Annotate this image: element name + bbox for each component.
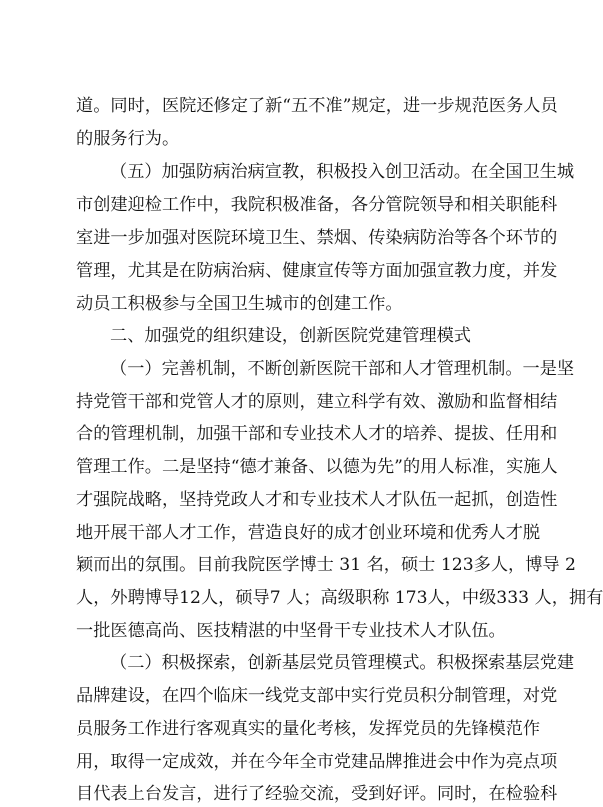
text-line: 用，取得一定成效，并在今年全市党建品牌推进会中作为亮点项 [76,752,558,772]
text-line: （一）完善机制，不断创新医院干部和人才管理机制。一是坚 [110,359,575,379]
text-line: 持党管干部和党管人才的原则，建立科学有效、激励和监督相结 [76,392,558,412]
text-line: 品牌建设，在四个临床一线党支部中实行党员积分制管理，对党 [76,686,558,706]
text-line: 合的管理机制，加强干部和专业技术人才的培养、提拔、任用和 [76,424,558,444]
text-line: 员服务工作进行客观真实的量化考核，发挥党员的先锋模范作 [76,719,541,739]
text-line: 管理工作。二是坚持“德才兼备、以德为先”的用人标准，实施人 [76,457,558,477]
text-line: （二）积极探索，创新基层党员管理模式。积极探索基层党建 [110,653,575,673]
text-line: 市创建迎检工作中，我院积极准备，各分管院领导和相关职能科 [76,195,558,215]
text-line: 室进一步加强对医院环境卫生、禁烟、传染病防治等各个环节的 [76,228,558,248]
text-line: 一批医德高尚、医技精湛的中坚骨干专业技术人才队伍。 [76,621,506,641]
text-line: 目代表上台发言，进行了经验交流，受到好评。同时，在检验科 [76,784,558,804]
text-line: 颖而出的氛围。目前我院医学博士 31 名，硕士 123多人，博导 2 [76,555,576,575]
section-heading: 二、加强党的组织建设，创新医院党建管理模式 [110,326,471,346]
text-line: 道。同时，医院还修定了新“五不准”规定，进一步规范医务人员 [76,96,558,116]
text-line: 地开展干部人才工作，营造良好的成才创业环境和优秀人才脱 [76,523,541,543]
text-line: 人，外聘博导12人，硕导7 人；高级职称 173人，中级333 人，拥有 [76,588,603,608]
text-line: 的服务行为。 [76,129,180,149]
text-line: （五）加强防病治病宣教，积极投入创卫活动。在全国卫生城 [110,162,575,182]
text-line: 管理，尤其是在防病治病、健康宣传等方面加强宣教力度，并发 [76,261,558,281]
text-line: 才强院战略，坚持党政人才和专业技术人才队伍一起抓，创造性 [76,490,558,510]
text-line: 动员工积极参与全国卫生城市的创建工作。 [76,294,403,314]
